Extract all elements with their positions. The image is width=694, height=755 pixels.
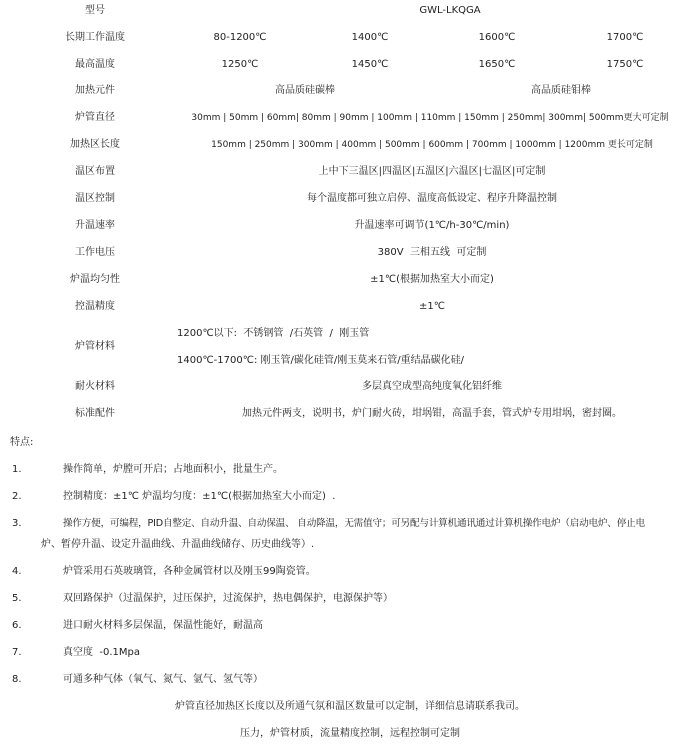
value: 1400℃ [351, 32, 389, 43]
value: 1650℃ [478, 59, 516, 70]
feature-item: 1. 操作简单，炉膛可开启；占地面积小，批量生产。 [12, 464, 283, 475]
value: 升温速率可调节(1℃/h-30℃/min) [354, 220, 510, 231]
value: 高品质硅碳棒 [275, 85, 335, 96]
label: 炉管材料 [75, 341, 115, 352]
row-heating-length [0, 137, 694, 153]
label: 炉管直径 [75, 112, 115, 123]
label: 加热元件 [75, 85, 115, 96]
value: 80-1200℃ [213, 32, 267, 43]
value: 高品质硅钼棒 [531, 85, 591, 96]
label: 长期工作温度 [65, 32, 125, 43]
label: 工作电压 [75, 247, 115, 258]
value: ±1℃ [419, 301, 445, 312]
feature-item: 4. 炉管采用石英玻璃管，各种金属管材以及刚玉99陶瓷管。 [12, 566, 316, 577]
row-heating-element [0, 83, 694, 99]
value: 上中下三温区|四温区|五温区|六温区|七温区|可定制 [318, 166, 546, 177]
label: 炉温均匀性 [70, 274, 120, 285]
row-tube-material [0, 326, 694, 370]
feature-item: 3. 操作方便，可编程，PID自整定、自动升温、自动保温、 自动降温，无需值守；可另配与计算机通讯通过计算机操作电炉（启动电炉、停止电 [12, 518, 645, 529]
label: 控温精度 [75, 301, 115, 312]
features-title: 特点: [10, 437, 34, 448]
feature-item-continued: 炉、暂停升温、设定升温曲线、升温曲线储存、历史曲线等）. [41, 539, 315, 550]
value: 1600℃ [478, 32, 516, 43]
row-tube-diameter [0, 110, 694, 126]
row-accessories [0, 406, 694, 422]
value: 1200℃以下: 不锈钢管 /石英管 / 刚玉管 [177, 328, 370, 339]
row-uniformity [0, 272, 694, 288]
value: GWL-LKQGA [419, 5, 481, 16]
row-heating-rate [0, 218, 694, 234]
value: ±1℃(根据加热室大小而定) [370, 274, 494, 285]
label: 型号 [85, 5, 105, 16]
label: 标准配件 [75, 408, 115, 419]
label: 最高温度 [75, 59, 115, 70]
feature-item: 2. 控制精度：±1℃ 炉温均匀度：±1℃(根据加热室大小而定) . [12, 491, 336, 502]
row-model [0, 3, 694, 19]
note: 压力，炉管材质，流量精度控制，远程控制可定制 [240, 728, 460, 739]
feature-item: 8. 可通多种气体（氧气、氮气、氩气、氢气等） [12, 674, 263, 685]
label: 温区布置 [75, 166, 115, 177]
value: 1250℃ [221, 59, 259, 70]
row-voltage [0, 245, 694, 261]
label: 加热区长度 [70, 139, 120, 150]
value: 多层真空成型高纯度氧化铝纤维 [362, 381, 502, 392]
row-refractory [0, 379, 694, 395]
value: 380V 三相五线 可定制 [377, 247, 487, 258]
value: 30mm | 50mm | 60mm| 80mm | 90mm | 100mm | 110mm | 150mm | 250mm| 300mm| 500mm更大可定制 [191, 113, 669, 123]
value: 每个温度都可独立启停、温度高低设定、程序升降温控制 [307, 193, 557, 204]
row-zone-control [0, 191, 694, 207]
label: 升温速率 [75, 220, 115, 231]
value: 1700℃ [606, 32, 644, 43]
feature-item: 5. 双回路保护（过温保护，过压保护，过流保护，热电偶保护，电源保护等） [12, 593, 393, 604]
value: 1450℃ [351, 59, 389, 70]
value: 加热元件两支，说明书，炉门耐火砖，坩埚钳，高温手套，管式炉专用坩埚，密封圈。 [242, 408, 622, 419]
row-work-temp [0, 30, 694, 46]
row-max-temp [0, 57, 694, 73]
label: 温区控制 [75, 193, 115, 204]
value: 1750℃ [606, 59, 644, 70]
value: 1400℃-1700℃: 刚玉管/碳化硅管/刚玉莫来石管/重结晶碳化硅/ [177, 355, 464, 366]
label: 耐火材料 [75, 381, 115, 392]
note: 炉管直径加热区长度以及所通气氛和温区数量可以定制，详细信息请联系我司。 [175, 701, 525, 712]
row-accuracy [0, 299, 694, 315]
value: 150mm | 250mm | 300mm | 400mm | 500mm | 600mm | 700mm | 1000mm | 1200mm 更长可定制 [211, 140, 653, 150]
feature-item: 7. 真空度 -0.1Mpa [12, 647, 140, 658]
feature-item: 6. 进口耐火材料多层保温，保温性能好，耐温高 [12, 620, 263, 631]
row-zones [0, 164, 694, 180]
